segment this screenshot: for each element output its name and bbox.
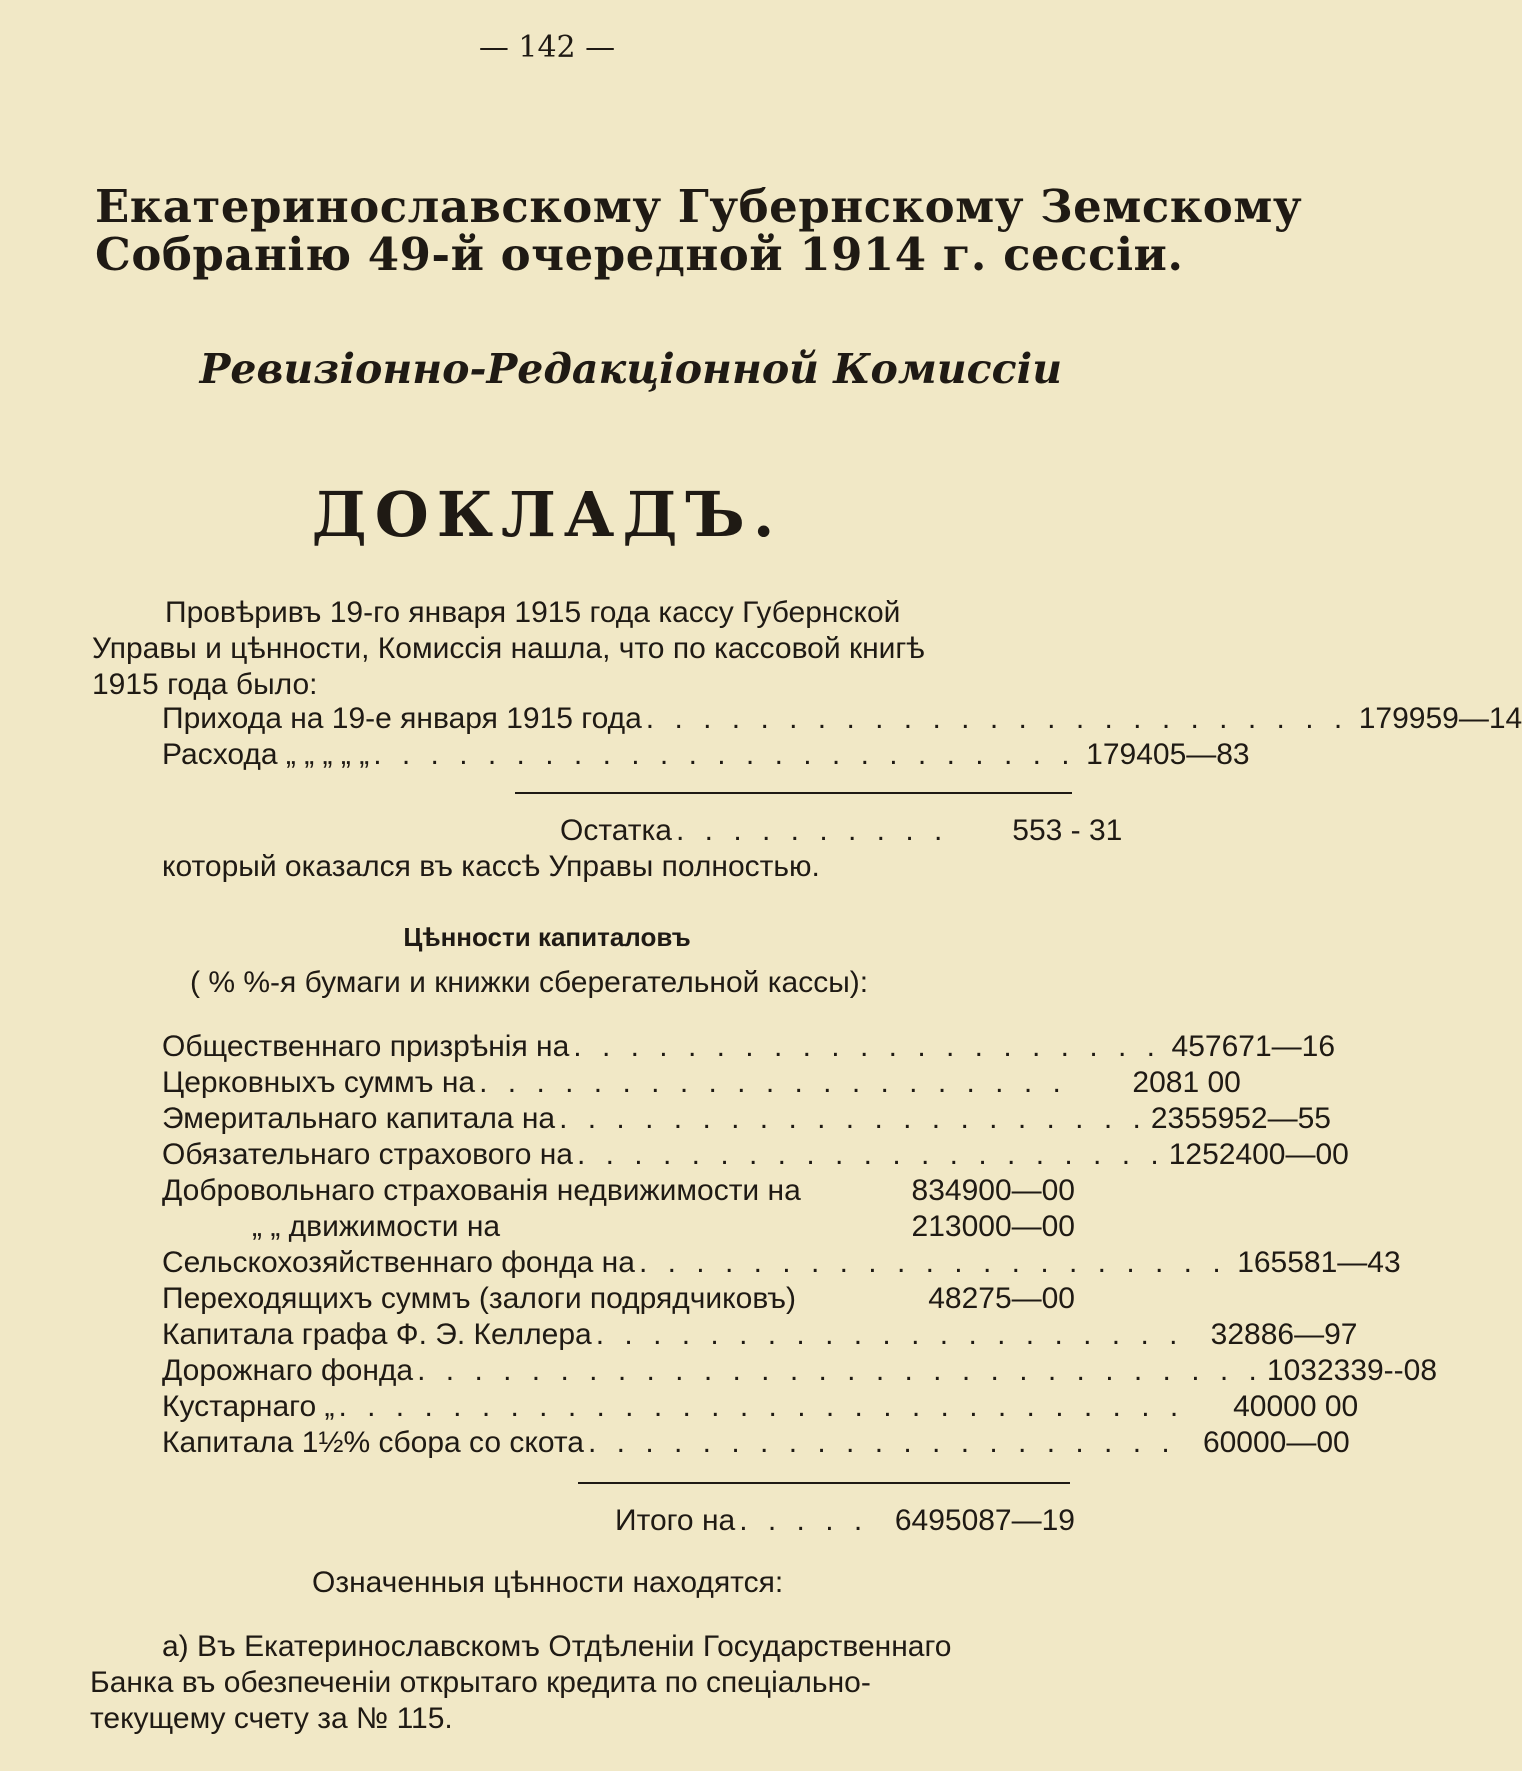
capital-row <box>162 1102 1331 1136</box>
capital-row <box>162 1030 1336 1064</box>
title-line-1: Екатеринославскому Губернскому Земскому <box>95 180 1303 233</box>
capital-value: 165581—43 <box>1237 1246 1401 1279</box>
capital-label: Общественнаго призрѣнія на <box>162 1030 570 1063</box>
capital-value: 834900—00 <box>911 1174 1075 1207</box>
capital-row <box>162 1426 1350 1460</box>
item-a-line-1: а) Въ Екатеринославскомъ Отдѣленіи Государственнаго <box>162 1630 952 1663</box>
capital-row <box>162 1354 1438 1388</box>
report-heading: ДОКЛАДЪ. <box>311 478 783 551</box>
capital-value: 40000 00 <box>1233 1390 1359 1423</box>
expense-label: Расхода „ „ „ „ „ <box>162 738 370 771</box>
capital-value: 2355952—55 <box>1150 1102 1331 1135</box>
leader-dots: . . . . . . . . . . . . . . . . . . . . . . . . . . . . . . <box>338 1390 1185 1423</box>
intro-line-2: Управы и цѣнности, Комиссія нашла, что по кассовой книгѣ <box>92 632 925 665</box>
leader-dots: . . . . . . . . . . . . . . . . . . . . . . . . . . . . . . <box>417 1354 1263 1387</box>
total-value: 6495087—19 <box>894 1504 1075 1537</box>
capital-row <box>162 1318 1358 1352</box>
capital-value: 457671—16 <box>1171 1030 1336 1063</box>
total-label: Итого на <box>615 1504 736 1537</box>
income-row <box>162 702 1522 736</box>
sum-rule <box>515 792 1072 794</box>
leader-dots: . . . . . . . . . . . . . . . . . . . . . <box>595 1318 1184 1351</box>
capital-value: 1252400—00 <box>1168 1138 1349 1171</box>
leader-dots: . . . . . . . . . . . . . . . . . . . . . . . . . <box>373 738 1076 771</box>
leader-dots: . . . . . . . . . . . . . . . . . . . . . <box>588 1426 1176 1459</box>
capital-row <box>162 1282 1075 1316</box>
item-a-line-2: Банка въ обезпеченіи открытаго кредита по спеціально- <box>90 1666 871 1699</box>
capital-row <box>162 1390 1359 1424</box>
capital-value: 213000—00 <box>911 1210 1075 1243</box>
leader-dots: . . . . . . . . . . . . . . . . . . . . . . . . . <box>645 702 1349 735</box>
capital-label: Церковныхъ суммъ на <box>162 1066 476 1099</box>
capital-value: 60000—00 <box>1202 1426 1350 1459</box>
expense-value: 179405—83 <box>1086 738 1250 771</box>
capital-row <box>162 1066 1241 1100</box>
balance-label: Остатка <box>560 814 672 847</box>
capitals-subheading: ( % %-я бумаги и книжки сберегательной кассы): <box>190 966 869 999</box>
income-label: Прихода на 19-е января 1915 года <box>162 702 642 735</box>
capital-row <box>162 1246 1401 1280</box>
title-line-2: Собранію 49-й очередной 1914 г. сессіи. <box>95 228 1184 281</box>
item-a-line-3: текущему счету за № 115. <box>90 1702 453 1735</box>
capital-row <box>162 1210 1075 1244</box>
page-number: — 142 — <box>478 30 616 65</box>
capital-label: Эмеритальнаго капитала на <box>162 1102 556 1135</box>
capital-label: Добровольнаго страхованія недвижимости на <box>162 1174 801 1207</box>
leader-dots: . . . . . <box>739 1504 869 1537</box>
capital-row <box>162 1174 1075 1208</box>
leader-dots: . . . . . . . . . . . . . . . . . . . . . <box>559 1102 1147 1135</box>
capital-label: Дорожнаго фонда <box>162 1354 414 1387</box>
capital-label: Сельскохозяйственнаго фонда на <box>162 1246 635 1279</box>
expense-row <box>162 738 1250 772</box>
leader-dots: . . . . . . . . . . . . . . . . . . . . . <box>576 1138 1165 1171</box>
capitals-heading: Цѣнности капиталовъ <box>403 922 691 952</box>
capital-label: Переходящихъ суммъ (залоги подрядчиковъ) <box>162 1282 796 1315</box>
leader-dots: . . . . . . . . . . <box>675 814 949 847</box>
intro-line-3: 1915 года было: <box>92 668 318 701</box>
leader-dots: . . . . . . . . . . . . . . . . . . . . . <box>573 1030 1162 1063</box>
capital-label: Обязательнаго страхового на <box>162 1138 573 1171</box>
capital-value: 48275—00 <box>928 1282 1075 1315</box>
capital-row <box>162 1138 1349 1172</box>
capital-value: 1032339--08 <box>1266 1354 1438 1387</box>
leader-dots: . . . . . . . . . . . . . . . . . . . . . <box>638 1246 1227 1279</box>
intro-line-1: Провѣривъ 19-го января 1915 года кассу Губернской <box>165 596 901 629</box>
located-heading: Означенныя цѣнности находятся: <box>312 1566 784 1599</box>
capital-label: Капитала графа Ф. Э. Келлера <box>162 1318 592 1351</box>
capital-value: 32886—97 <box>1210 1318 1358 1351</box>
balance-value: 553 - 31 <box>1012 814 1123 847</box>
commission-subtitle: Ревизіонно-Редакціонной Комиссіи <box>199 345 1062 393</box>
leader-dots: . . . . . . . . . . . . . . . . . . . . . <box>479 1066 1067 1099</box>
capital-value: 2081 00 <box>1132 1066 1241 1099</box>
total-row <box>615 1504 1075 1538</box>
total-rule <box>578 1482 1070 1484</box>
balance-row <box>560 814 1123 848</box>
balance-note: который оказался въ кассѣ Управы полностью. <box>162 850 820 883</box>
capital-label: „ „ движимости на <box>252 1210 501 1243</box>
capital-label: Капитала 1½% сбора со скота <box>162 1426 584 1459</box>
capital-label: Кустарнаго „ <box>162 1390 335 1423</box>
income-value: 179959—14 <box>1358 702 1522 735</box>
